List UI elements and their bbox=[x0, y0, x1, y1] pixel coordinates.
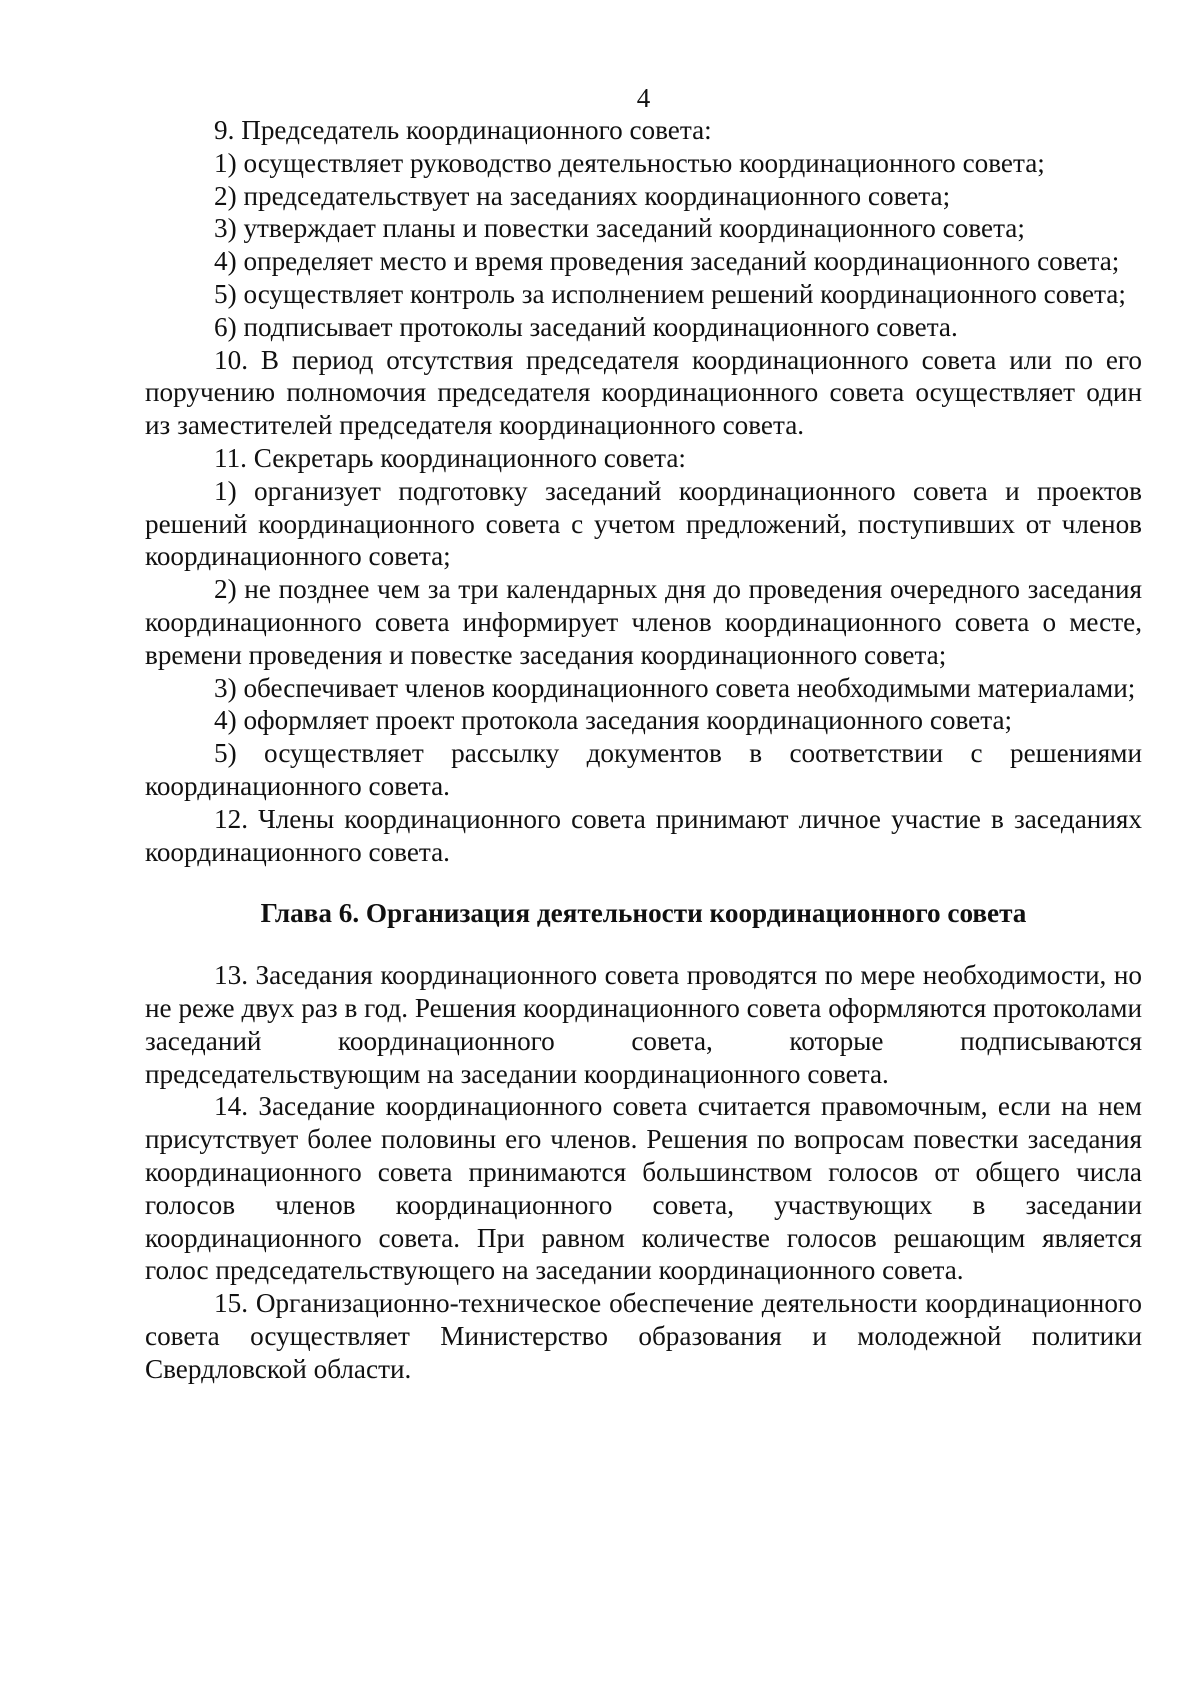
item-9-3: 3) утверждает планы и повестки заседаний координационного совета; bbox=[214, 213, 1025, 244]
item-9-2: 2) председательствует на заседаниях координационного совета; bbox=[214, 180, 951, 211]
item-11-2: 2) не позднее чем за три календарных дня до проведения очередного заседания координационного совета информирует членов координационного совета о месте, времени проведения и повестке заседания координационного совета; bbox=[145, 574, 1142, 670]
paragraph-12: 12. Члены координационного совета принимают личное участие в заседаниях координационного совета. bbox=[145, 803, 1142, 867]
item-11-1: 1) организует подготовку заседаний координационного совета и проектов решений координационного совета с учетом предложений, поступивших от членов координационного совета; bbox=[145, 475, 1142, 572]
item-9-6: 6) подписывает протоколы заседаний координационного совета. bbox=[214, 311, 958, 342]
paragraph-13: 13. Заседания координационного совета проводятся по мере необходимости, но не реже двух раз в год. Решения координационного совета оформляются протоколами заседаний координационного совета, которые подписываются председательствующим на заседании координационного совета. bbox=[145, 960, 1142, 1089]
item-9-5: 5) осуществляет контроль за исполнением решений координационного совета; bbox=[214, 278, 1126, 309]
item-9-4: 4) определяет место и время проведения заседаний координационного совета; bbox=[214, 246, 1120, 277]
paragraph-15: 15. Организационно-техническое обеспечение деятельности координационного совета осуществляет Министерство образования и молодежной политики Свердловской области. bbox=[145, 1288, 1142, 1384]
item-11-4: 4) оформляет проект протокола заседания координационного совета; bbox=[214, 705, 1013, 736]
paragraph-10: 10. В период отсутствия председателя координационного совета или по его поручению полномочия председателя координационного совета осуществляет один из заместителей председателя координационного совета. bbox=[145, 344, 1142, 441]
chapter5-section bbox=[145, 114, 1142, 868]
paragraph-11: 11. Секретарь координационного совета: bbox=[214, 442, 686, 473]
paragraph-14: 14. Заседание координационного совета считается правомочным, если на нем присутствует более половины его членов. Решения по вопросам повестки заседания координационного совета принимаются большинством голосов от общего числа голосов членов координационного совета, участвующих в заседании координационного совета. При равном количестве голосов решающим является голос председательствующего на заседании координационного совета. bbox=[145, 1091, 1142, 1286]
page-number: 4 bbox=[636, 83, 651, 113]
item-11-5: 5) осуществляет рассылку документов в соответствии с решениями координационного совета. bbox=[145, 738, 1142, 801]
paragraph-9: 9. Председатель координационного совета: bbox=[214, 115, 712, 145]
chapter6-heading: Глава 6. Организация деятельности координационного совета bbox=[260, 898, 1027, 929]
item-9-1: 1) осуществляет руководство деятельностью координационного совета; bbox=[214, 147, 1045, 178]
item-11-3: 3) обеспечивает членов координационного совета необходимыми материалами; bbox=[214, 672, 1136, 703]
document-page bbox=[145, 82, 1142, 1385]
chapter6-section bbox=[145, 959, 1142, 1385]
